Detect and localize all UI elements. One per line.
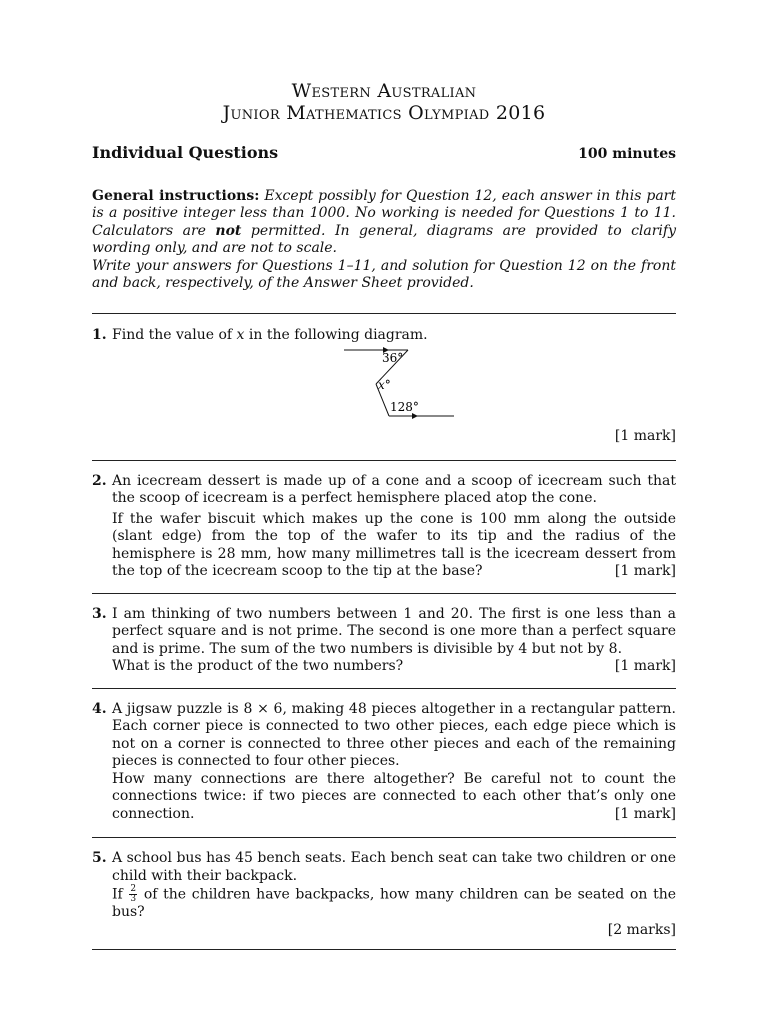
- angle-x-label: x°: [378, 378, 391, 392]
- section-title: Individual Questions: [92, 143, 279, 162]
- question-number: 4.: [92, 700, 107, 717]
- question-paragraph-2-text: How many connections are there altogether? Be careful not to count the connections twice: if two pieces are connected to each other that’s only one connection.: [112, 770, 676, 822]
- title-line-2: Junior Mathematics Olympiad 2016: [222, 102, 546, 124]
- exam-page: [92, 80, 676, 950]
- question-2: [92, 473, 676, 581]
- fraction-numerator: 2: [130, 884, 137, 894]
- title-line-1: Western Australian: [291, 80, 477, 102]
- exam-title: [92, 80, 676, 124]
- question-paragraph-2-text: of the children have backpacks, how many children can be seated on the bus?: [112, 886, 676, 920]
- z-angle-figure: [344, 344, 464, 428]
- section-header: [92, 144, 676, 164]
- mark-label: [1 mark]: [614, 805, 676, 822]
- question-text-a: Find the value of: [112, 326, 233, 343]
- fraction-two-thirds: [129, 885, 137, 904]
- question-paragraph-1: A jigsaw puzzle is 8 × 6, making 48 pieces altogether in a rectangular pattern. Each corner piece is connected to two other pieces, each edge piece which is not on a corner is connected to three other pieces and each of the remaining pieces is connected to four other pieces.: [112, 700, 676, 769]
- fraction-denominator: 3: [130, 894, 137, 904]
- question-paragraph-1: An icecream dessert is made up of a cone and a scoop of icecream such that the scoop of icecream is a perfect hemisphere placed atop the cone.: [112, 472, 676, 506]
- question-number: 1.: [92, 326, 107, 343]
- question-final-line: [112, 658, 676, 676]
- angle-diagram: [112, 344, 676, 428]
- mark-label: [1 mark]: [614, 563, 676, 579]
- question-paragraph-1: I am thinking of two numbers between 1 and 20. The first is one less than a perfect square and is not prime. The second is one more than a perfect square and is prime. The sum of the two numbers is divisible by 4 but not by 8.: [112, 605, 676, 657]
- question-3: [92, 606, 676, 676]
- divider: [92, 460, 676, 461]
- mark-label: [2 marks]: [607, 921, 676, 938]
- divider: [92, 688, 676, 689]
- question-text: [112, 327, 676, 345]
- angle-bottom-label: 128°: [390, 400, 419, 414]
- question-if: If: [112, 886, 123, 903]
- duration: 100 minutes: [578, 146, 676, 162]
- question-paragraph-2: [112, 511, 676, 581]
- question-paragraph-1: A school bus has 45 bench seats. Each bench seat can take two children or one child with their backpack.: [112, 850, 676, 884]
- divider: [92, 593, 676, 594]
- question-4: [92, 701, 676, 824]
- general-instructions: [92, 188, 676, 293]
- mark-label: [1 mark]: [614, 428, 676, 444]
- question-5: [92, 850, 676, 939]
- instructions-not: not: [215, 222, 242, 239]
- instructions-text-2: permitted. In general, diagrams are provided to clarify wording only, and are not to scale.: [92, 222, 676, 256]
- question-paragraph-2: [112, 885, 676, 922]
- question-1: [92, 327, 676, 446]
- mark-label: [1 mark]: [614, 658, 676, 674]
- question-number: 5.: [92, 850, 107, 866]
- divider: [92, 949, 676, 950]
- question-number: 2.: [92, 472, 107, 489]
- variable-x: x: [236, 326, 245, 343]
- instructions-text-1: Except possibly for Question 12, each answer in this part is a positive integer less than 1000. No working is needed for Questions 1 to 11. Calculators are: [92, 187, 676, 239]
- instructions-label: General instructions:: [92, 187, 260, 204]
- instructions-text-3: Write your answers for Questions 1–11, and solution for Question 12 on the front and back, respectively, of the Answer Sheet provided.: [92, 257, 676, 291]
- divider: [92, 837, 676, 838]
- question-number: 3.: [92, 605, 107, 622]
- question-paragraph-2-text: If the wafer biscuit which makes up the cone is 100 mm along the outside (slant edge) from the top of the wafer to its tip and the radius of the hemisphere is 28 mm, how many millimetres tall is the icecream dessert from the top of the icecream scoop to the tip at the base?: [112, 510, 676, 579]
- question-text-b: in the following diagram.: [248, 326, 428, 343]
- angle-top-label: 36°: [382, 351, 404, 365]
- divider: [92, 313, 676, 314]
- question-paragraph-2: [112, 771, 676, 824]
- question-paragraph-2: What is the product of the two numbers?: [112, 658, 404, 674]
